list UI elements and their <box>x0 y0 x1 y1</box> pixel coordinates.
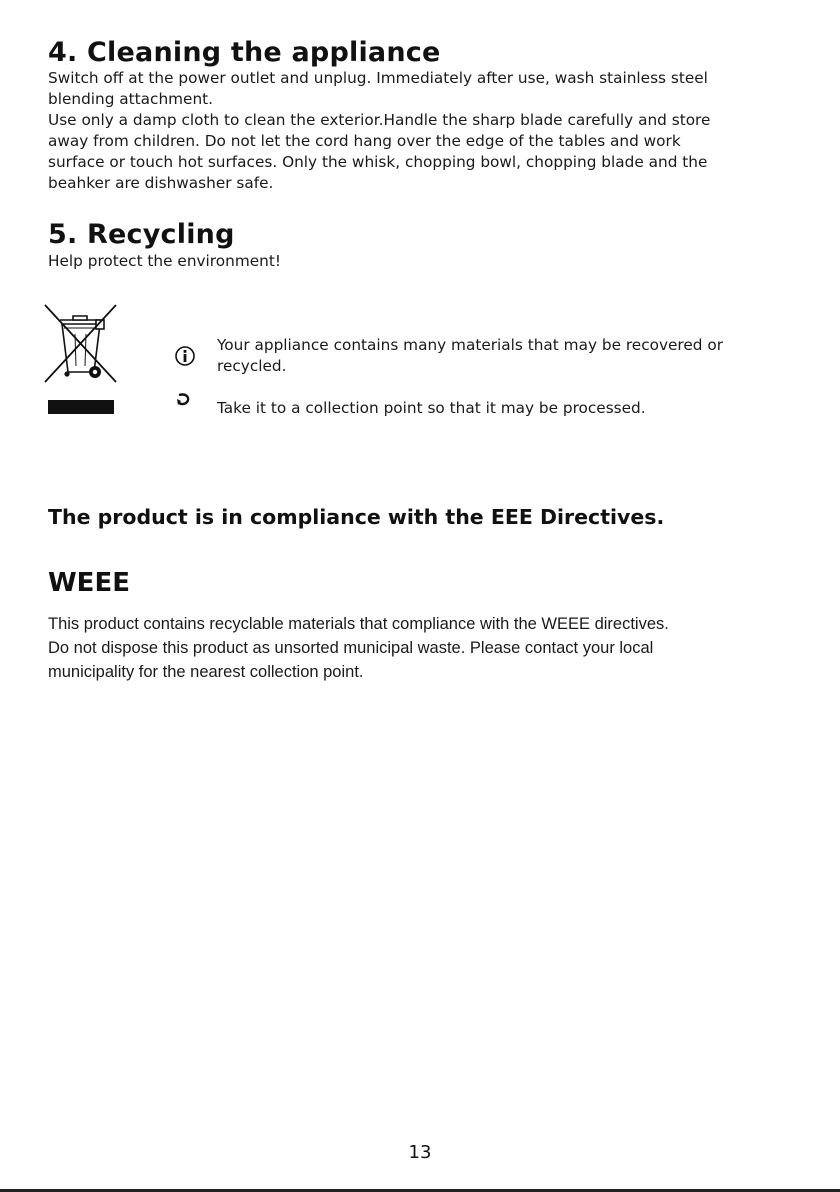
paragraph-line: Do not dispose this product as unsorted municipal waste. Please contact your local <box>48 639 654 657</box>
paragraph-line: away from children. Do not let the cord hang over the edge of the tables and work <box>48 132 681 150</box>
page-number: 13 <box>408 1142 432 1163</box>
compliance-statement: The product is in compliance with the EEE Directives. <box>48 505 665 529</box>
paragraph-line: This product contains recyclable materials that compliance with the WEEE directives. <box>48 615 669 633</box>
paragraph-line: municipality for the nearest collection point. <box>48 663 364 681</box>
crossed-out-wheelie-bin-icon <box>40 302 122 386</box>
paragraph-line: surface or touch hot surfaces. Only the whisk, chopping bowl, chopping blade and the <box>48 153 708 171</box>
cleaning-paragraph <box>48 68 710 194</box>
item-line: Take it to a collection point so that it may be processed. <box>217 399 646 417</box>
recycling-item-info <box>217 335 723 377</box>
recycling-intro: Help protect the environment! <box>48 252 281 270</box>
paragraph-line: Use only a damp cloth to clean the exterior.Handle the sharp blade carefully and store <box>48 111 711 129</box>
paragraph-line: Switch off at the power outlet and unplug. Immediately after use, wash stainless steel <box>48 69 708 87</box>
recycling-heading: 5. Recycling <box>48 219 235 250</box>
paragraph-line: blending attachment. <box>48 90 214 108</box>
bin-symbol-bar <box>48 400 114 414</box>
paragraph-line: beahker are dishwasher safe. <box>48 174 274 192</box>
arrow-icon <box>175 392 193 408</box>
item-line: Your appliance contains many materials that may be recovered or <box>217 336 724 354</box>
cleaning-heading: 4. Cleaning the appliance <box>48 37 441 68</box>
weee-paragraph <box>48 612 669 684</box>
recycling-item-collection <box>217 398 646 419</box>
info-icon <box>174 345 196 367</box>
item-line: recycled. <box>217 357 287 375</box>
weee-heading: WEEE <box>48 568 130 598</box>
